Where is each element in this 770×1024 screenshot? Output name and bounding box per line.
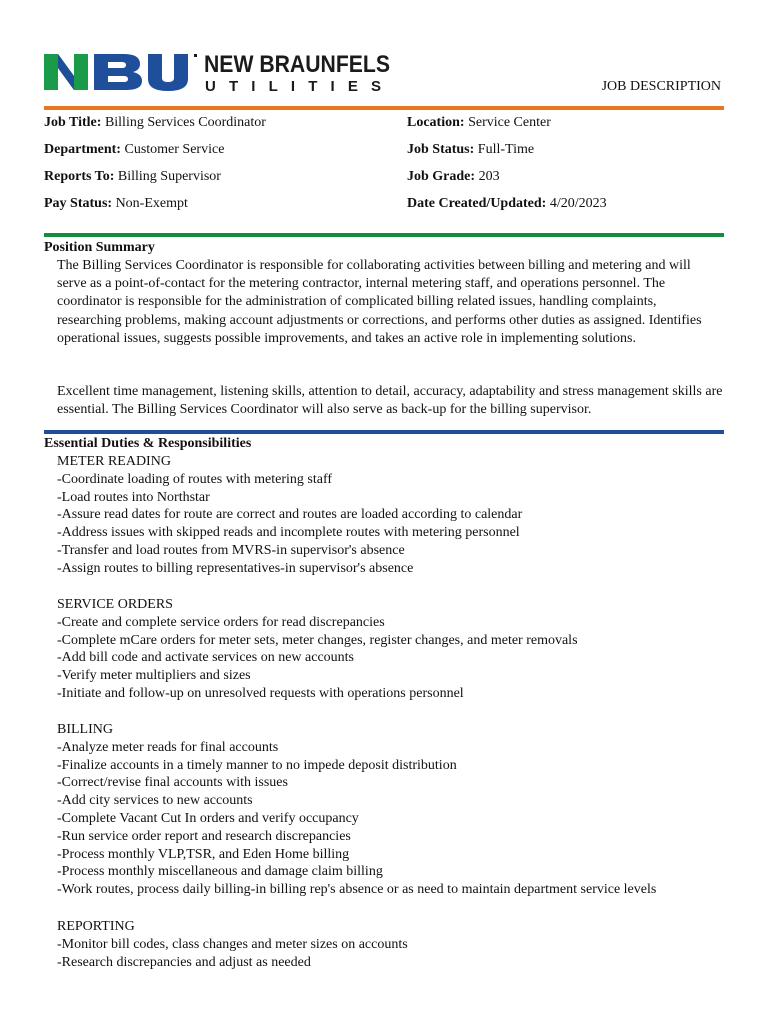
list-item: -Load routes into Northstar — [57, 489, 210, 505]
list-item: -Coordinate loading of routes with metering staff — [57, 471, 333, 487]
list-item: -Verify meter multipliers and sizes — [57, 668, 251, 684]
service-orders-heading: SERVICE ORDERS — [57, 597, 173, 612]
blue-divider — [44, 430, 724, 434]
logo-line2: UTILITIES — [205, 78, 389, 95]
list-item: -Process monthly miscellaneous and damage claim billing — [57, 864, 383, 880]
duties-title: Essential Duties & Responsibilities — [44, 436, 252, 451]
document-type: JOB DESCRIPTION — [601, 79, 721, 94]
list-item: -Monitor bill codes, class changes and meter sizes on accounts — [57, 936, 408, 952]
job-grade-field: Job Grade: 203 — [407, 169, 500, 184]
nbu-logo — [44, 46, 394, 96]
meter-reading-heading: METER READING — [57, 454, 171, 469]
reporting-section — [57, 918, 737, 971]
job-title-value: Billing Services Coordinator — [104, 115, 266, 130]
pay-status-value: Non-Exempt — [115, 196, 188, 211]
list-item: -Work routes, process daily billing-in billing rep's absence or as need to maintain department service levels — [57, 882, 657, 898]
orange-divider — [44, 106, 724, 110]
meter-reading-section — [57, 453, 737, 578]
billing-heading: BILLING — [57, 722, 113, 737]
reporting-heading: REPORTING — [57, 919, 135, 934]
date-updated-value: 4/20/2023 — [549, 196, 607, 211]
location-value: Service Center — [468, 115, 551, 130]
list-item: -Initiate and follow-up on unresolved requests with operations personnel — [57, 685, 464, 701]
list-item: -Transfer and load routes from MVRS-in supervisor's absence — [57, 542, 405, 558]
list-item: -Research discrepancies and adjust as needed — [57, 954, 311, 970]
list-item: -Finalize accounts in a timely manner to no impede deposit distribution — [57, 757, 457, 773]
reports-to-value: Billing Supervisor — [117, 169, 221, 184]
job-status-field: Job Status: Full-Time — [407, 142, 535, 157]
list-item: -Add bill code and activate services on new accounts — [57, 650, 355, 666]
job-title-field: Job Title: Billing Services Coordinator — [44, 115, 266, 130]
list-item: -Address issues with skipped reads and incomplete routes with metering personnel — [57, 525, 520, 541]
department-field: Department: Customer Service — [44, 142, 225, 157]
billing-section — [57, 721, 737, 899]
summary-paragraph-2: Excellent time management, listening skills, attention to detail, accuracy, adaptability and stress management skills are essential. The Billing Services Coordinator will also serve as back-up for the billing supervisor. — [57, 384, 723, 418]
pay-status-field: Pay Status: Non-Exempt — [44, 196, 188, 211]
list-item: -Create and complete service orders for read discrepancies — [57, 614, 385, 630]
list-item: -Process monthly VLP,TSR, and Eden Home billing — [57, 846, 350, 862]
list-item: -Run service order report and research discrepancies — [57, 828, 351, 844]
list-item: -Add city services to new accounts — [57, 793, 253, 809]
job-status-value: Full-Time — [477, 142, 535, 157]
job-grade-value: 203 — [478, 169, 500, 184]
department-value: Customer Service — [124, 142, 225, 157]
list-item: -Assign routes to billing representatives-in supervisor's absence — [57, 560, 414, 576]
list-item: -Complete mCare orders for meter sets, meter changes, register changes, and meter removals — [57, 632, 578, 648]
logo-line1: NEW BRAUNFELS — [204, 51, 390, 78]
green-divider — [44, 233, 724, 237]
summary-paragraph-1: The Billing Services Coordinator is responsible for collaborating activities between billing and metering and will serve as a point-of-contact for the metering contractor, internal metering staff, and operations personnel. The coordinator is responsible for the administration of complicated billing related issues, handling complaints, researching problems, making account adjustments or corrections, and performs other duties as assigned. Identifies operational issues, suggests possible improvements, and takes an active role in implementing solutions. — [57, 258, 702, 346]
position-summary-title: Position Summary — [44, 240, 155, 255]
list-item: -Correct/revise final accounts with issues — [57, 775, 288, 791]
date-updated-field: Date Created/Updated: 4/20/2023 — [407, 196, 607, 211]
location-field: Location: Service Center — [407, 115, 551, 130]
list-item: -Assure read dates for route are correct and routes are loaded according to calendar — [57, 507, 523, 523]
list-item: -Analyze meter reads for final accounts — [57, 739, 279, 755]
service-orders-section — [57, 596, 737, 703]
reports-to-field: Reports To: Billing Supervisor — [44, 169, 221, 184]
list-item: -Complete Vacant Cut In orders and verify occupancy — [57, 810, 359, 826]
